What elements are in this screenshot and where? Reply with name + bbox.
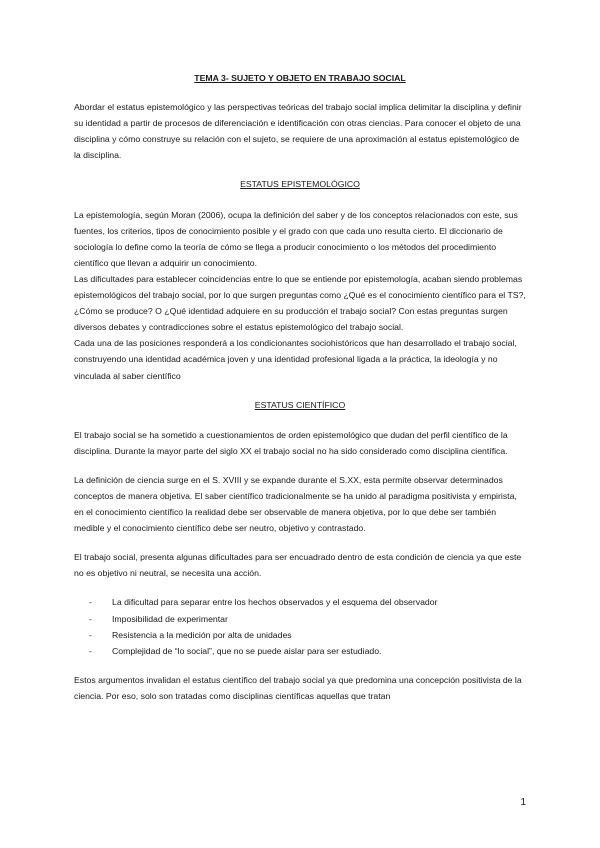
bullet-dash: - <box>89 645 92 656</box>
list-item-text: Complejidad de “lo social”, que no se puede aislar para ser estudiado. <box>112 645 382 656</box>
paragraph: La definición de ciencia surge en el S. XVIII y se expande durante el S.XX, esta permite observar determinados conceptos de manera objetiva. El saber científico tradicionalmente se ha unido al paradigma positivista y empirista, en el conocimiento científico la realidad debe ser observable de manera objetiva, por lo que debe ser también medible y el conocimiento científico debe ser neutro, objetivo y contrastado. <box>74 474 517 534</box>
paragraph: Estos argumentos invalidan el estatus científico del trabajo social ya que predomina una concepción positivista de la ciencia. Por eso, solo son tratadas como disciplinas científicas aquellas que tratan <box>74 674 522 701</box>
list-item <box>89 594 526 610</box>
bullet-dash: - <box>89 613 92 624</box>
document-page <box>74 70 526 704</box>
list-item <box>89 627 526 643</box>
list-item <box>89 611 526 627</box>
page-number: 1 <box>520 797 526 808</box>
list-item <box>89 643 526 659</box>
intro-paragraph: Abordar el estatus epistemológico y las perspectivas teóricas del trabajo social implica delimitar la disciplina y definir su identidad a partir de procesos de diferenciación e identificación con otras ciencias. Para conocer el objeto de una disciplina y cómo construye su relación con el sujeto, se requiere de una aproximación al estatus epistemológico de la disciplina. <box>74 102 522 161</box>
bullet-dash: - <box>89 629 92 640</box>
section-heading-cientifico: ESTATUS CIENTÍFICO <box>254 399 346 410</box>
paragraph: Las dificultades para establecer coincidencias entre lo que se entiende por epistemología, acaban siendo problemas epistemológicos del trabajo social, por lo que surgen preguntas como ¿Qué es el conocimiento científico para el TS?, ¿Cómo se produce? O ¿Qué identidad adquiere en su producción el trabajo social? Con estas preguntas surgen diversos debates y contradicciones sobre el estatus epistemológico del trabajo social. <box>74 273 526 333</box>
paragraph: Cada una de las posiciones responderá a los condicionantes sociohistóricos que han desarrollado el trabajo social, construyendo una identidad académica joven y una identidad profesional ligada a la práctica, la ideología y no vinculada al saber científico <box>74 338 517 381</box>
bullet-dash: - <box>89 597 92 608</box>
paragraph: La epistemología, según Moran (2006), ocupa la definición del saber y de los conceptos relacionados con este, sus fuentes, los criterios, tipos de conocimiento posible y el grado con que cada uno resulta cierto. El diccionario de sociología lo define como la teoría de cómo se llega a producir conocimiento o los métodos del procedimiento científico que llevan a adquirir un conocimiento. <box>74 209 518 268</box>
section-heading-epistemologico: ESTATUS EPISTEMOLÓGICO <box>240 179 360 190</box>
paragraph: El trabajo social, presenta algunas dificultades para ser encuadrado dentro de esta condición de ciencia ya que este no es objetivo ni neutral, se necesita una acción. <box>74 552 522 579</box>
paragraph: El trabajo social se ha sometido a cuestionamientos de orden epistemológico que dudan del perfil científico de la disciplina. Durante la mayor parte del siglo XX el trabajo social no ha sido considerado como disciplina científica. <box>74 429 508 456</box>
document-title: TEMA 3- SUJETO Y OBJETO EN TRABAJO SOCIAL <box>194 73 406 83</box>
list-item-text: Resistencia a la medición por alta de unidades <box>112 629 292 640</box>
list-item-text: La dificultad para separar entre los hechos observados y el esquema del observador <box>112 597 438 608</box>
bullet-list <box>74 594 526 658</box>
list-item-text: Imposibilidad de experimentar <box>112 613 228 624</box>
